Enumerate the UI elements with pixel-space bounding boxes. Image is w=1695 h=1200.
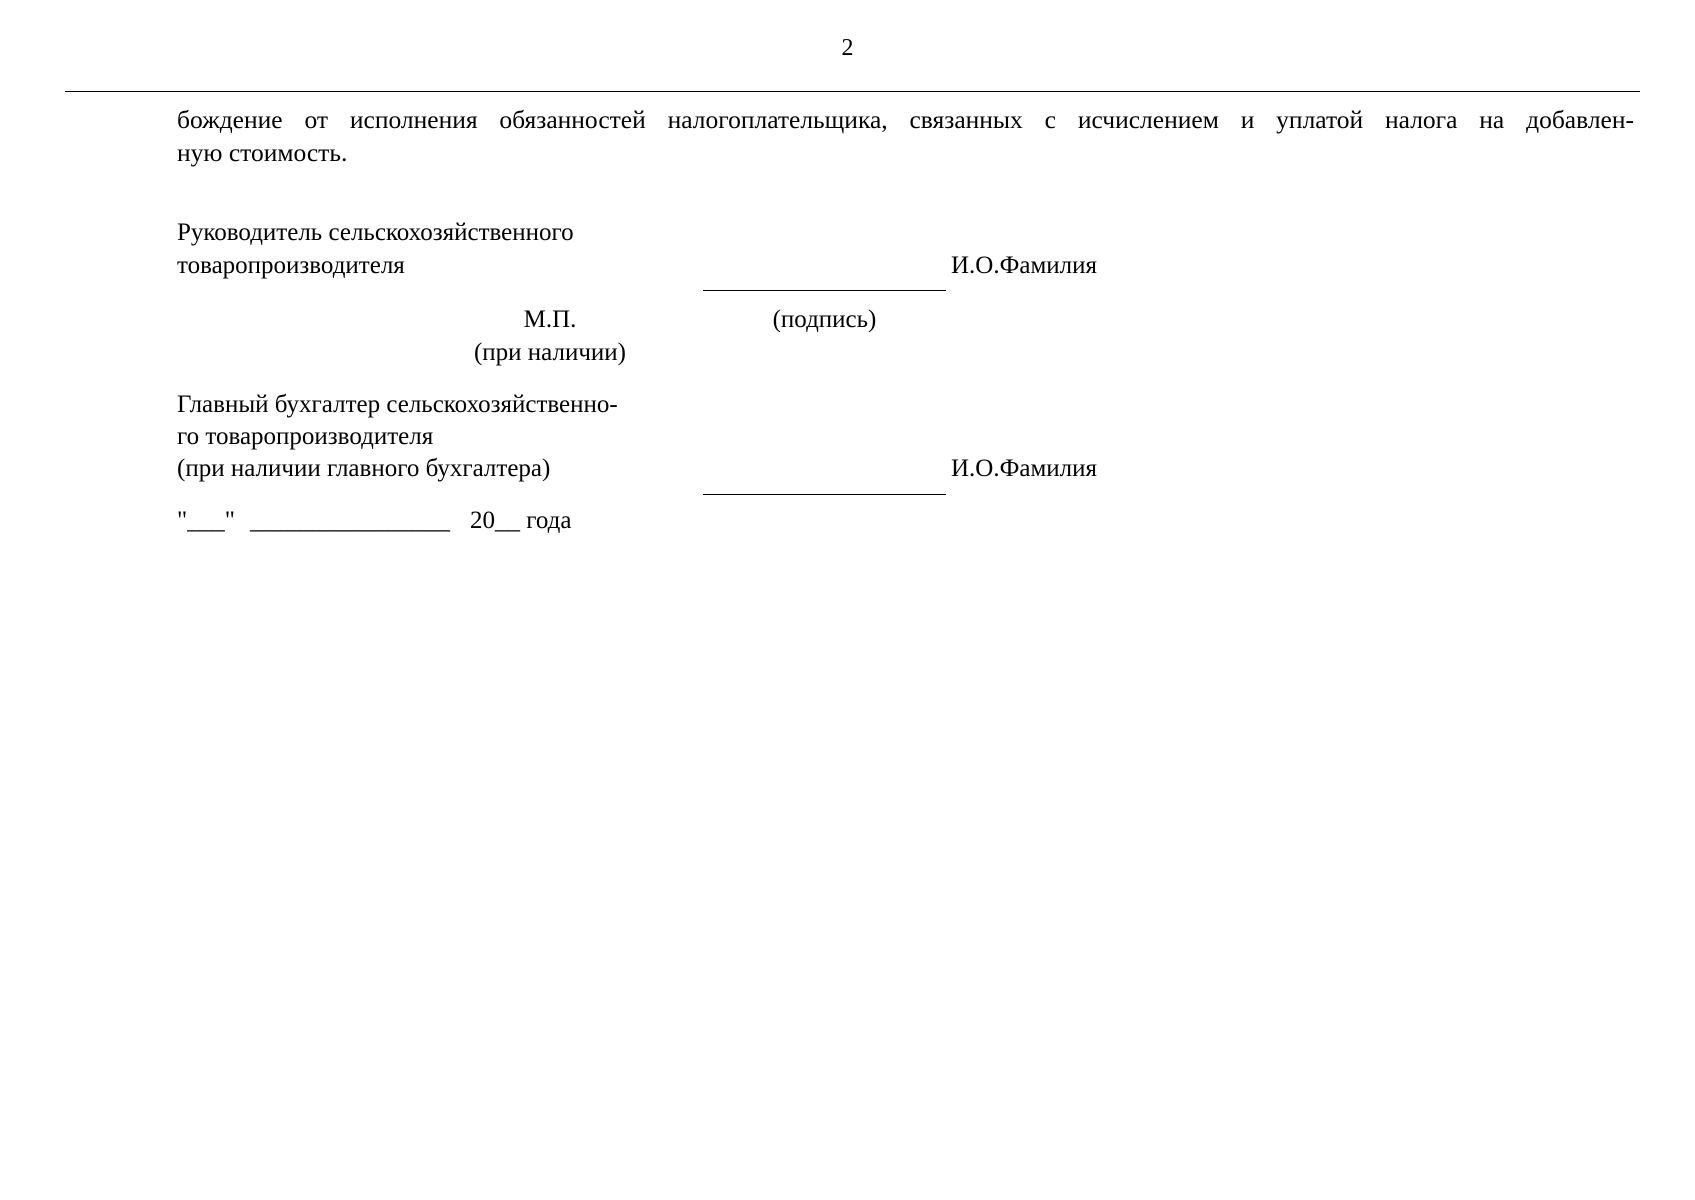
body-text-line-1: бождение от исполнения обязанностей налогоплательщика, связанных с исчислением и уплатой налога на добавлен- [177, 105, 1634, 134]
accountant-name: И.О.Фамилия [951, 455, 1098, 482]
accountant-title-line-1: Главный бухгалтер сельскохозяйственно- [177, 391, 618, 418]
director-title-line-2: товаропроизводителя [177, 252, 405, 279]
page-number: 2 [841, 35, 854, 61]
body-text-line-2: ную стоимость. [177, 138, 348, 167]
accountant-signature-line [703, 494, 946, 495]
director-signature-line [703, 290, 946, 291]
stamp-label: М.П. [523, 306, 577, 333]
accountant-title-line-3: (при наличии главного бухгалтера) [177, 455, 551, 482]
header-rule [65, 91, 1640, 92]
accountant-title-line-2: го товаропроизводителя [177, 423, 434, 450]
stamp-note: (при наличии) [473, 339, 627, 366]
director-name: И.О.Фамилия [951, 252, 1098, 279]
date-year: 20__ года [470, 507, 572, 534]
signature-caption: (подпись) [772, 306, 877, 333]
date-day: "___" [177, 507, 235, 534]
director-title-line-1: Руководитель сельскохозяйственного [177, 219, 574, 246]
date-month: ________________ [250, 507, 450, 534]
